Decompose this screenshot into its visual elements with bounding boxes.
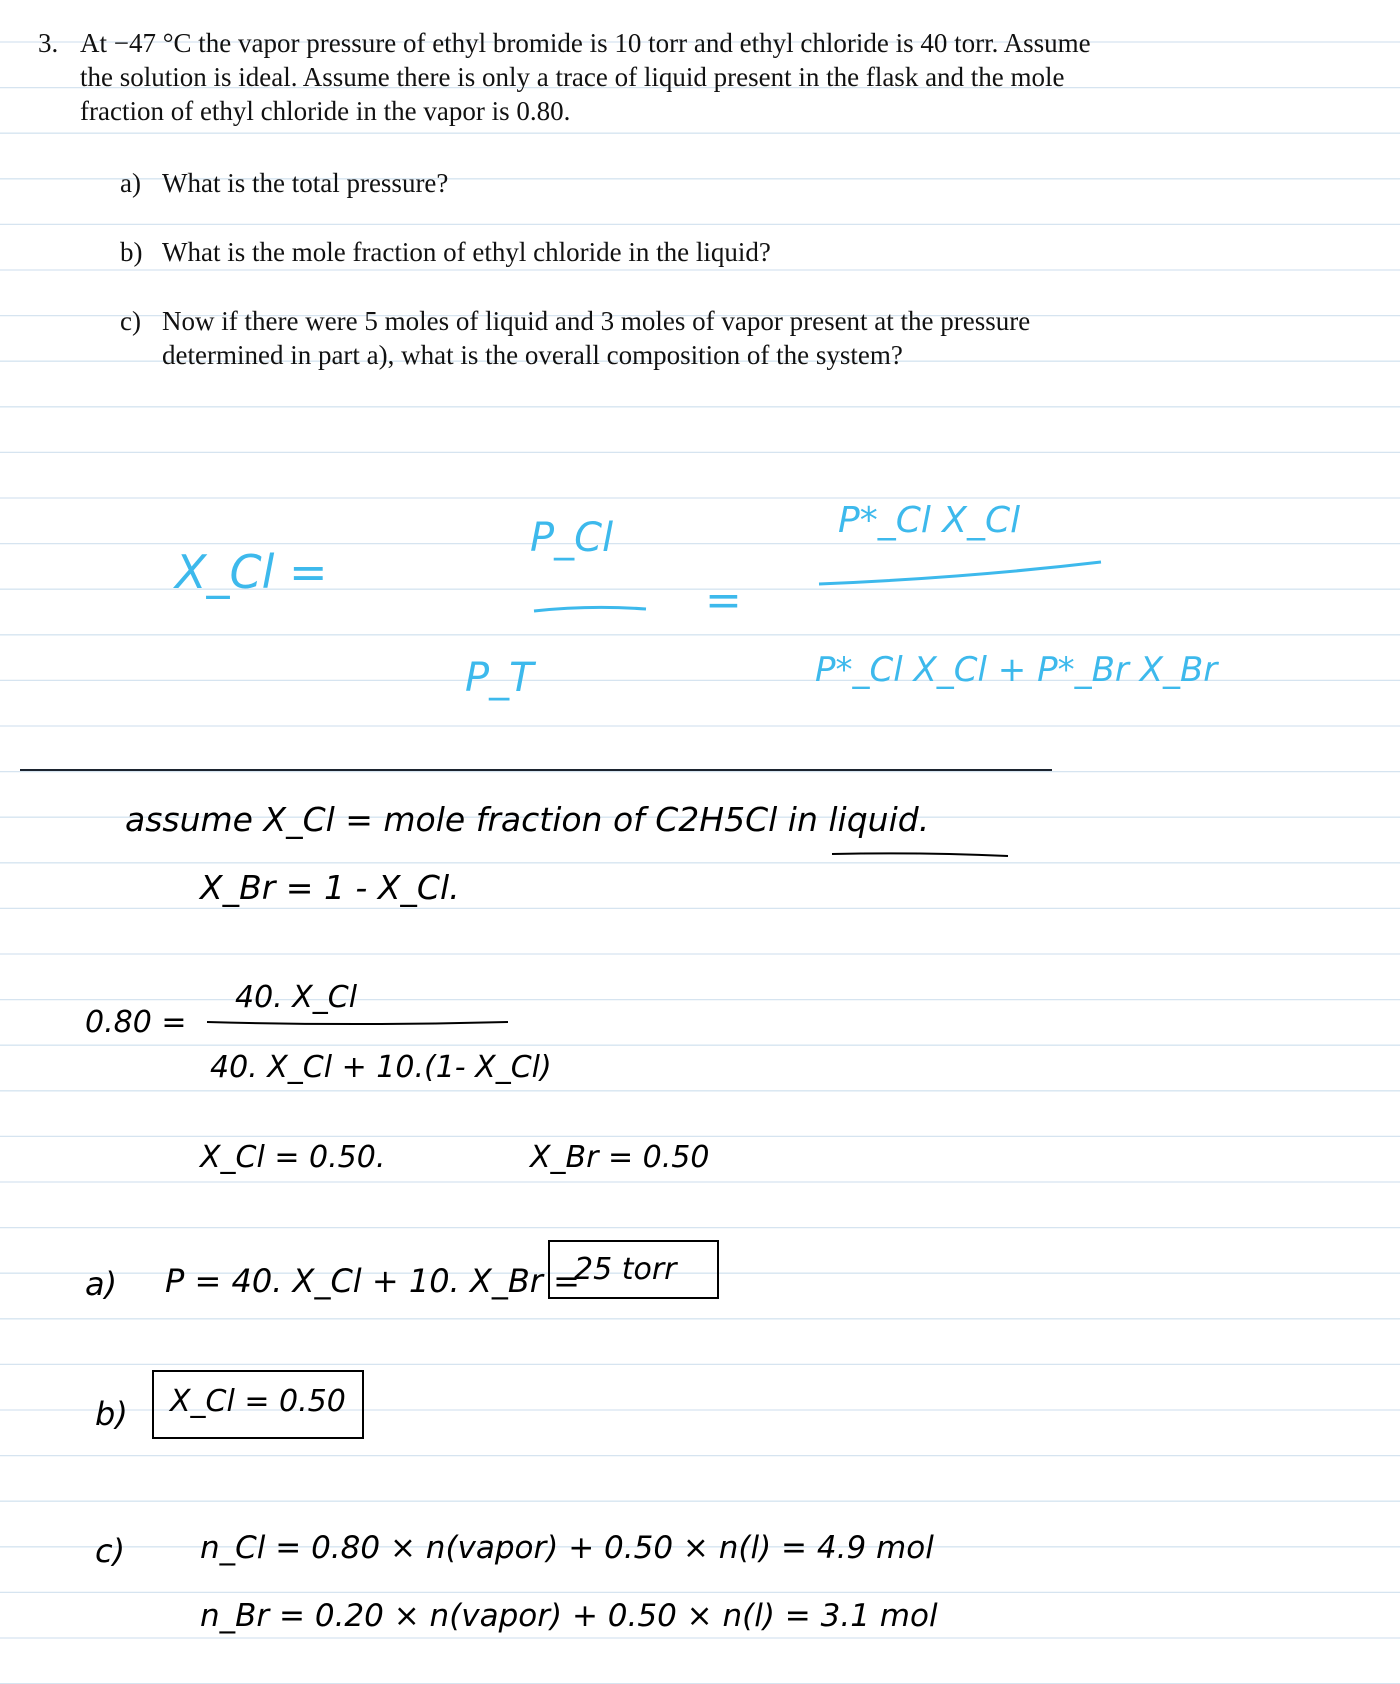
part-c-label: c): [120, 306, 141, 336]
blue-frac1-denominator: P_T: [465, 655, 534, 701]
equation-lhs: 0.80 =: [85, 1005, 187, 1040]
blue-frac2-numerator: P*_Cl X_Cl: [838, 500, 1021, 541]
assume-line-2: X_Br = 1 - X_Cl.: [200, 868, 460, 907]
equation-fraction-bar: [205, 1018, 510, 1028]
assume-line-1: assume X_Cl = mole fraction of C2H5Cl in liquid.: [125, 800, 930, 839]
part-c-text: Now if there were 5 moles of liquid and 3 moles of vapor present at the pressure determined in part a), what is the overall composition of the system?: [162, 306, 1031, 370]
part-a-answer-label: a): [85, 1265, 118, 1303]
part-b-label: b): [120, 237, 143, 267]
xcl-result: X_Cl = 0.50.: [200, 1140, 386, 1175]
blue-frac1-numerator: P_Cl: [530, 515, 614, 561]
part-a-expression: P = 40. X_Cl + 10. X_Br =: [165, 1262, 580, 1300]
equation-numerator: 40. X_Cl: [235, 980, 358, 1015]
part-c-line-1: n_Cl = 0.80 × n(vapor) + 0.50 × n(l) = 4.9 mol: [200, 1530, 934, 1566]
part-b-answer-label: b): [95, 1395, 128, 1433]
blue-frac1-bar: [530, 605, 650, 615]
part-c-answer-label: c): [95, 1532, 126, 1570]
blue-formula-lhs: X_Cl =: [175, 545, 328, 599]
xbr-result: X_Br = 0.50: [530, 1140, 710, 1175]
part-a-text: What is the total pressure?: [162, 168, 449, 198]
part-b-text: What is the mole fraction of ethyl chloride in the liquid?: [162, 237, 771, 267]
problem-stem: At −47 °C the vapor pressure of ethyl bromide is 10 torr and ethyl chloride is 40 torr. Assume the solution is ideal. Assume there is only a trace of liquid present in the flask and the mole fraction of ethyl chloride in the vapor is 0.80.: [80, 28, 1091, 126]
blue-frac2-bar: [815, 558, 1105, 588]
part-a-label: a): [120, 168, 141, 198]
part-c-line-2: n_Br = 0.20 × n(vapor) + 0.50 × n(l) = 3.1 mol: [200, 1598, 938, 1634]
problem-number: 3.: [38, 28, 59, 58]
liquid-underline: [830, 850, 1010, 860]
blue-equals: =: [705, 575, 742, 626]
blue-frac2-denominator: P*_Cl X_Cl + P*_Br X_Br: [815, 650, 1218, 690]
equation-denominator: 40. X_Cl + 10.(1- X_Cl): [210, 1050, 552, 1085]
part-b-answer-box: X_Cl = 0.50: [152, 1370, 364, 1439]
part-a-answer-box: 25 torr: [548, 1240, 719, 1299]
